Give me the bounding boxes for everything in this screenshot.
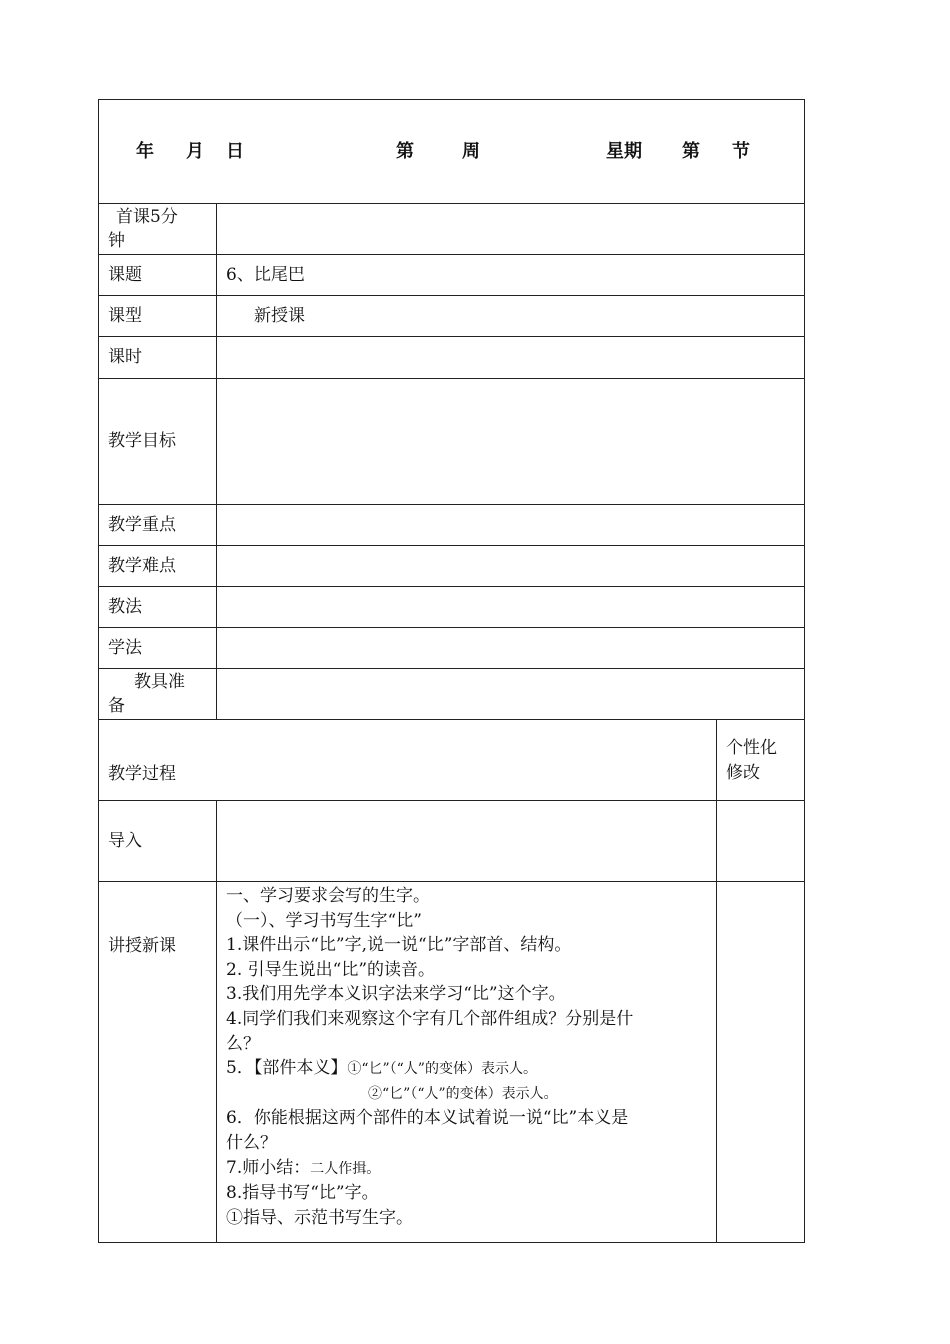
weekday-label: 星期: [606, 141, 642, 162]
content-line: ①指导、示范书写生字。: [226, 1207, 413, 1228]
content-line: 3.我们用先学本义识字法来学习“比”这个字。: [226, 984, 566, 1005]
learning-method-value: [217, 628, 805, 669]
process-header-row: [99, 720, 805, 801]
day-label: 日: [226, 141, 244, 162]
teaching-goals-row: [99, 379, 805, 505]
new-lesson-content: [217, 882, 717, 1243]
key-points-value: [217, 505, 805, 546]
key-points-label: 教学重点: [99, 505, 217, 546]
date-header-cell: [99, 100, 805, 204]
content-line: 4.同学们我们来观察这个字有几个部件组成？分别是什: [226, 1008, 634, 1029]
new-lesson-label: 讲授新课: [99, 882, 217, 1243]
warmup-row: [99, 204, 805, 255]
content-line: ②“匕”（“人”的变体）表示人。: [368, 1085, 558, 1102]
teaching-method-label: 教法: [99, 587, 217, 628]
difficulties-label: 教学难点: [99, 546, 217, 587]
lesson-plan-form: [98, 99, 804, 1243]
content-line: 8.指导书写“比”字。: [226, 1183, 379, 1204]
materials-label: 教具准 备: [99, 669, 217, 720]
teaching-method-value: [217, 587, 805, 628]
topic-label: 课题: [99, 255, 217, 296]
difficulties-value: [217, 546, 805, 587]
period-di-label: 第: [682, 141, 700, 162]
process-label: 教学过程: [99, 720, 717, 801]
topic-value: 6、比尾巴: [217, 255, 805, 296]
content-line: 什么？: [226, 1132, 277, 1153]
new-lesson-personal-cell: [717, 882, 805, 1243]
content-line: 6．你能根据这两个部件的本义试着说一说“比”本义是: [226, 1108, 629, 1129]
warmup-label: 首课5分 钟: [99, 204, 217, 255]
lesson-type-label: 课型: [99, 296, 217, 337]
topic-row: [99, 255, 805, 296]
teaching-goals-label: 教学目标: [99, 379, 217, 505]
class-hours-label: 课时: [99, 337, 217, 379]
intro-content: [217, 801, 717, 882]
learning-method-label: 学法: [99, 628, 217, 669]
lesson-plan-table: [98, 99, 805, 1243]
difficulties-row: [99, 546, 805, 587]
period-label: 节: [732, 141, 750, 162]
content-line: 5．【部件本义】①“匕”（“人”的变体）表示人。: [226, 1058, 537, 1079]
month-label: 月: [186, 141, 204, 162]
content-line: 2. 引导生说出“比”的读音。: [226, 959, 436, 980]
materials-value: [217, 669, 805, 720]
week-label: 周: [462, 141, 480, 162]
new-lesson-row: [99, 882, 805, 1243]
content-line: 么？: [226, 1033, 260, 1054]
intro-row: [99, 801, 805, 882]
materials-row: [99, 669, 805, 720]
teaching-method-row: [99, 587, 805, 628]
lesson-type-row: [99, 296, 805, 337]
class-hours-value: [217, 337, 805, 379]
content-line: 一、学习要求会写的生字。: [226, 886, 430, 906]
intro-personal-cell: [717, 801, 805, 882]
key-points-row: [99, 505, 805, 546]
year-label: 年: [136, 141, 154, 162]
warmup-value: [217, 204, 805, 255]
intro-label: 导入: [99, 801, 217, 882]
lesson-type-value: 新授课: [217, 296, 805, 337]
content-line: （一）、学习书写生字“比”: [226, 910, 422, 931]
class-hours-row: [99, 337, 805, 379]
date-header-row: [99, 100, 805, 204]
week-di-label: 第: [396, 141, 414, 162]
content-line: 7.师小结：二人作揖。: [226, 1157, 381, 1178]
personal-edit-label: 个性化 修改: [717, 720, 805, 801]
content-line: 1.课件出示“比”字,说一说“比”字部首、结构。: [226, 935, 572, 956]
date-header: [108, 139, 795, 164]
teaching-goals-value: [217, 379, 805, 505]
learning-method-row: [99, 628, 805, 669]
